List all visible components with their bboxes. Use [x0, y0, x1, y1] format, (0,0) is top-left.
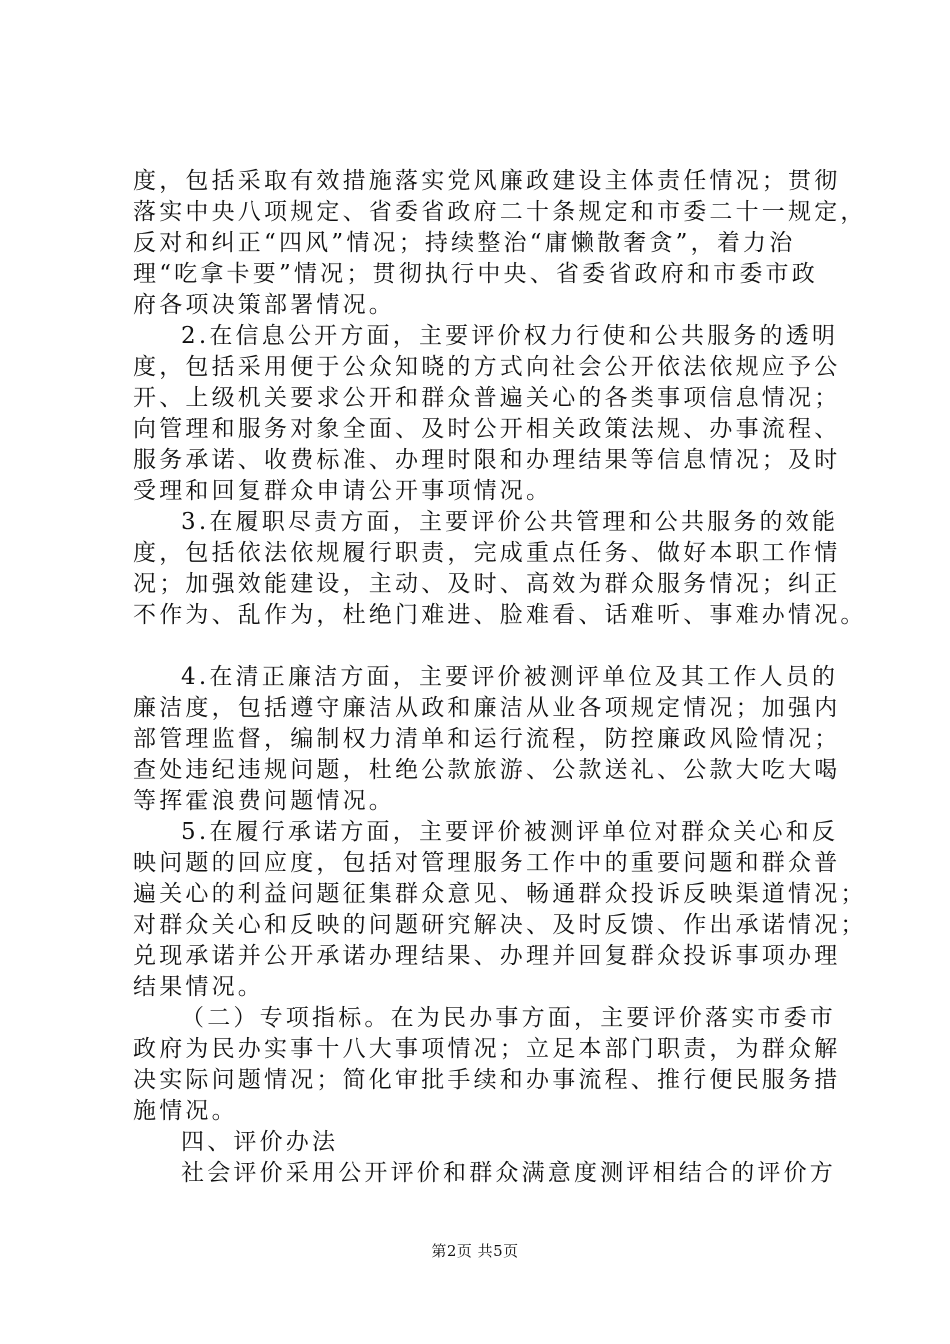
text-line: 落实中央八项规定、省委省政府二十条规定和市委二十一规定， — [133, 199, 867, 225]
section-heading: 四、评价办法 — [181, 1129, 339, 1155]
text-line: 遍关心的利益问题征集群众意见、畅通群众投诉反映渠道情况； — [133, 881, 867, 907]
paragraph-start: 社会评价采用公开评价和群众满意度测评相结合的评价方 — [181, 1160, 836, 1186]
text-line: 决实际问题情况；简化审批手续和办事流程、推行便民服务措 — [133, 1067, 841, 1093]
paragraph-start: 3.在履职尽责方面，主要评价公共管理和公共服务的效能 — [181, 509, 839, 535]
text-line: 开、上级机关要求公开和群众普遍关心的各类事项信息情况； — [133, 385, 841, 411]
text-line: 不作为、乱作为，杜绝门难进、脸难看、话难听、事难办情况。 — [133, 602, 867, 628]
text-line: 映问题的回应度，包括对管理服务工作中的重要问题和群众普 — [133, 850, 841, 876]
text-line: 等挥霍浪费问题情况。 — [133, 788, 395, 814]
text-line: 理“吃拿卡要”情况；贯彻执行中央、省委省政府和市委市政 — [133, 261, 818, 287]
text-line: 度，包括依法依规履行职责，完成重点任务、做好本职工作情 — [133, 540, 841, 566]
text-line: 府各项决策部署情况。 — [133, 292, 395, 318]
text-line: 对群众关心和反映的问题研究解决、及时反馈、作出承诺情况； — [133, 912, 867, 938]
text-line: 度，包括采用便于公众知晓的方式向社会公开依法依规应予公 — [133, 354, 841, 380]
text-line: 服务承诺、收费标准、办理时限和办理结果等信息情况；及时 — [133, 447, 841, 473]
text-line: 反对和纠正“四风”情况；持续整治“庸懒散奢贪”，着力治 — [133, 230, 796, 256]
blank-line — [133, 631, 863, 662]
paragraph-start: （二）专项指标。在为民办事方面，主要评价落实市委市 — [181, 1005, 836, 1031]
text-line: 施情况。 — [133, 1098, 238, 1124]
body-text — [133, 166, 867, 1189]
text-line: 查处违纪违规问题，杜绝公款旅游、公款送礼、公款大吃大喝 — [133, 757, 841, 783]
text-line: 结果情况。 — [133, 974, 264, 1000]
text-line: 廉洁度，包括遵守廉洁从政和廉洁从业各项规定情况；加强内 — [133, 695, 841, 721]
page-footer: 第2页 共5页 — [431, 1242, 519, 1260]
text-line: 向管理和服务对象全面、及时公开相关政策法规、办事流程、 — [133, 416, 841, 442]
paragraph-start: 4.在清正廉洁方面，主要评价被测评单位及其工作人员的 — [181, 664, 839, 690]
text-line: 受理和回复群众申请公开事项情况。 — [133, 478, 553, 504]
paragraph-start: 5.在履行承诺方面，主要评价被测评单位对群众关心和反 — [181, 819, 839, 845]
text-line: 政府为民办实事十八大事项情况；立足本部门职责，为群众解 — [133, 1036, 841, 1062]
text-line: 部管理监督，编制权力清单和运行流程，防控廉政风险情况； — [133, 726, 841, 752]
text-line: 兑现承诺并公开承诺办理结果、办理并回复群众投诉事项办理 — [133, 943, 841, 969]
text-line: 况；加强效能建设，主动、及时、高效为群众服务情况；纠正 — [133, 571, 841, 597]
text-line: 度，包括采取有效措施落实党风廉政建设主体责任情况；贯彻 — [133, 168, 841, 194]
paragraph-start: 2.在信息公开方面，主要评价权力行使和公共服务的透明 — [181, 323, 839, 349]
